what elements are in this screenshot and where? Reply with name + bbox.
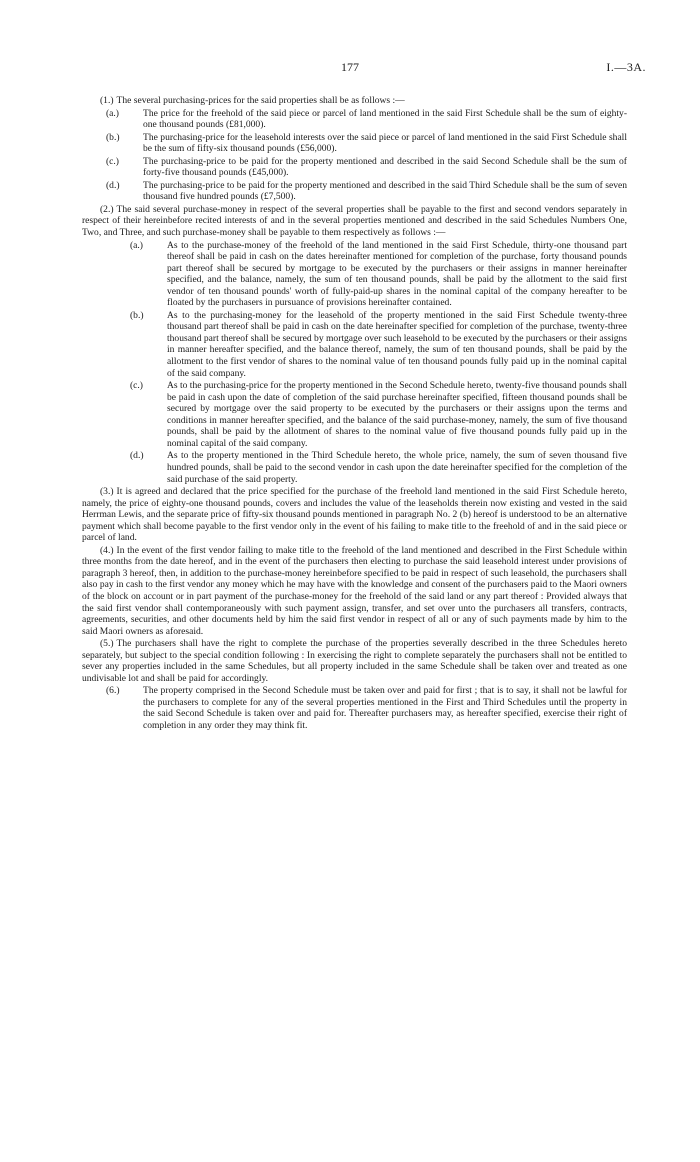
clause-3 [82, 486, 627, 544]
clause-2-item-b-label: (b.) [130, 309, 144, 321]
clause-2-item-c-label: (c.) [130, 380, 143, 392]
page-number: 177 [341, 60, 359, 74]
clause-1-label: (1.) [100, 95, 114, 106]
clause-1-item-c-label: (c.) [106, 155, 119, 167]
clause-1-item-c-text: The purchasing-price to be paid for the property mentioned and described in the said Second Schedule shall be the sum of forty-five thousand pounds (£45,000). [143, 155, 627, 179]
clause-3-text: It is agreed and declared that the price specified for the purchase of the freehold land mentioned in the said First Schedule hereto, namely, the price of eighty-one thousand pounds, covers and includes the value of the leaseholds therein now existing and vested in the said Herrman Lewis, and the separate price of fifty-six thousand pounds mentioned in paragraph No. 2 (b) hereof is understood to be an alternative payment which shall become payable to the first vendor only in the event of his failing to make title to the freehold of and in the said piece or parcel of land. [82, 486, 627, 544]
clause-2-text: The said several purchase-money in respect of the several properties shall be payable to the first and second vendors separately in respect of their hereinbefore recited interests of and in the several properties mentioned and described in the said Schedules Numbers One, Two, and Three, and such purchase-money shall be payable to them respectively as follows :— [82, 203, 627, 239]
clause-1-item-d-label: (d.) [106, 179, 120, 191]
clause-1-item-b-label: (b.) [106, 131, 120, 143]
clause-2-item-c-text: As to the purchasing-price for the property mentioned in the Second Schedule hereto, twenty-five thousand pounds shall be paid in cash upon the date of completion of the said purchase hereinafter specified, fifteen thousand pounds shall be secured by mortgage over the said property to be executed by the purchasers or their assigns upon the terms and conditions in manner hereafter specified, and the balance of the said purchase-money, namely, the sum of five thousand pounds, shall be paid by the allotment of shares to the nominal value of five thousand pounds fully paid up in the nominal capital of the said company. [167, 380, 627, 449]
clause-2-item-d-label: (d.) [130, 450, 144, 462]
clause-1-item-d [106, 180, 627, 203]
clause-1 [82, 95, 627, 107]
clause-2 [82, 204, 627, 239]
clause-1-item-b-text: The purchasing-price for the leasehold interests over the said piece or parcel of land mentioned in the said First Schedule shall be the sum of fifty-six thousand pounds (£56,000). [143, 131, 627, 155]
clause-6 [106, 685, 627, 731]
clause-1-item-a-text: The price for the freehold of the said piece or parcel of land mentioned in the said First Schedule shall be the sum of eighty-one thousand pounds (£81,000). [143, 107, 627, 131]
clause-6-label: (6.) [106, 685, 120, 697]
clause-1-item-b [106, 132, 627, 155]
clause-5 [82, 638, 627, 684]
clause-1-item-a-label: (a.) [106, 107, 119, 119]
clause-2-item-d [130, 450, 627, 485]
clause-4-label: (4.) [100, 544, 114, 556]
clause-5-text: The purchasers shall have the right to complete the purchase of the properties severally described in the three Schedules hereto separately, but subject to the special condition following : In exercising the right to complete separately the purchasers shall not be entitled to sever any properties included in the same Schedules, but all property included in the same Schedule shall be taken over and treated as one undivisable lot and shall be paid for accordingly. [82, 638, 627, 684]
clause-1-item-a [106, 108, 627, 131]
clause-6-text: The property comprised in the Second Schedule must be taken over and paid for first ; that is to say, it shall not be lawful for the purchasers to complete for any of the several properties mentioned in the First and Third Schedules until the property in the said Second Schedule is taken over and paid for. Thereafter purchasers may, as hereafter specified, exercise their right of completion in any order they may think fit. [143, 685, 627, 731]
clause-1-item-d-text: The purchasing-price to be paid for the property mentioned and described in the said Third Schedule shall be the sum of seven thousand five hundred pounds (£7,500). [143, 179, 627, 203]
clause-3-label: (3.) [100, 486, 114, 498]
clause-2-item-b [130, 310, 627, 379]
clause-2-item-b-text: As to the purchasing-money for the leasehold of the property mentioned in the said First Schedule twenty-three thousand part thereof shall be paid in cash on the date hereinafter specified for completion of the purchase, twenty-three thousand part thereof shall be secured by mortgage over such leasehold to be executed by the purchasers or their assigns in manner hereafter specified, and the balance thereof, namely, the sum of ten thousand pounds, shall be paid by the allotment to the first vendor of shares to the nominal value of ten thousand pounds fully paid up in the nominal capital of the said company. [167, 309, 627, 379]
clause-2-item-c [130, 380, 627, 449]
clause-1-item-c [106, 156, 627, 179]
document-body [82, 95, 627, 733]
clause-2-label: (2.) [100, 203, 114, 215]
clause-2-item-a-text: As to the purchase-money of the freehold of the land mentioned in the said First Schedule, thirty-one thousand part thereof shall be paid in cash on the dates hereinafter mentioned for completion of the purchase, forty thousand pounds part thereof shall be secured by mortgage to be executed by the purchasers or their assigns in manner hereinafter specified, and the balance, namely, the sum of ten thousand pounds, shall be paid by the allotment to the said first vendor of ten thousand pounds' worth of fully-paid-up shares in the nominal capital of the company hereafter to be floated by the purchasers in pursuance of provisions hereinafter contained. [167, 239, 627, 309]
clause-2-item-a [130, 240, 627, 309]
document-reference: I.—3A. [606, 60, 646, 74]
clause-4 [82, 545, 627, 637]
clause-5-label: (5.) [100, 638, 114, 650]
clause-2-item-a-label: (a.) [130, 239, 143, 251]
clause-2-item-d-text: As to the property mentioned in the Third Schedule hereto, the whole price, namely, the sum of seven thousand five hundred pounds, shall be paid to the second vendor in cash upon the date hereinafter specified for the completion of the said purchase of the said property. [167, 450, 627, 485]
clause-1-text: The several purchasing-prices for the said properties shall be as follows :— [116, 95, 405, 106]
clause-4-text: In the event of the first vendor failing to make title to the freehold of the land mentioned and described in the First Schedule within three months from the date hereof, and in the event of the purchasers then electing to purchase the said leasehold interest under provisions of paragraph 3 hereof, then, in addition to the purchase-money hereinbefore specified to be paid in respect of such leasehold, the purchasers shall also pay in cash to the first vendor any money which he may have with the knowledge and consent of the purchasers paid to the Maori owners of the block on account or in part payment of the purchase-money for the freehold of the said land or any part thereof : Provided always that the said first vendor shall contemporaneously with such payment assign, transfer, and set over unto the purchasers all transfers, contracts, agreements, securities, and other documents held by him the said first vendor in respect of all or any of such payments made by him to the said Maori owners as aforesaid. [82, 544, 627, 637]
